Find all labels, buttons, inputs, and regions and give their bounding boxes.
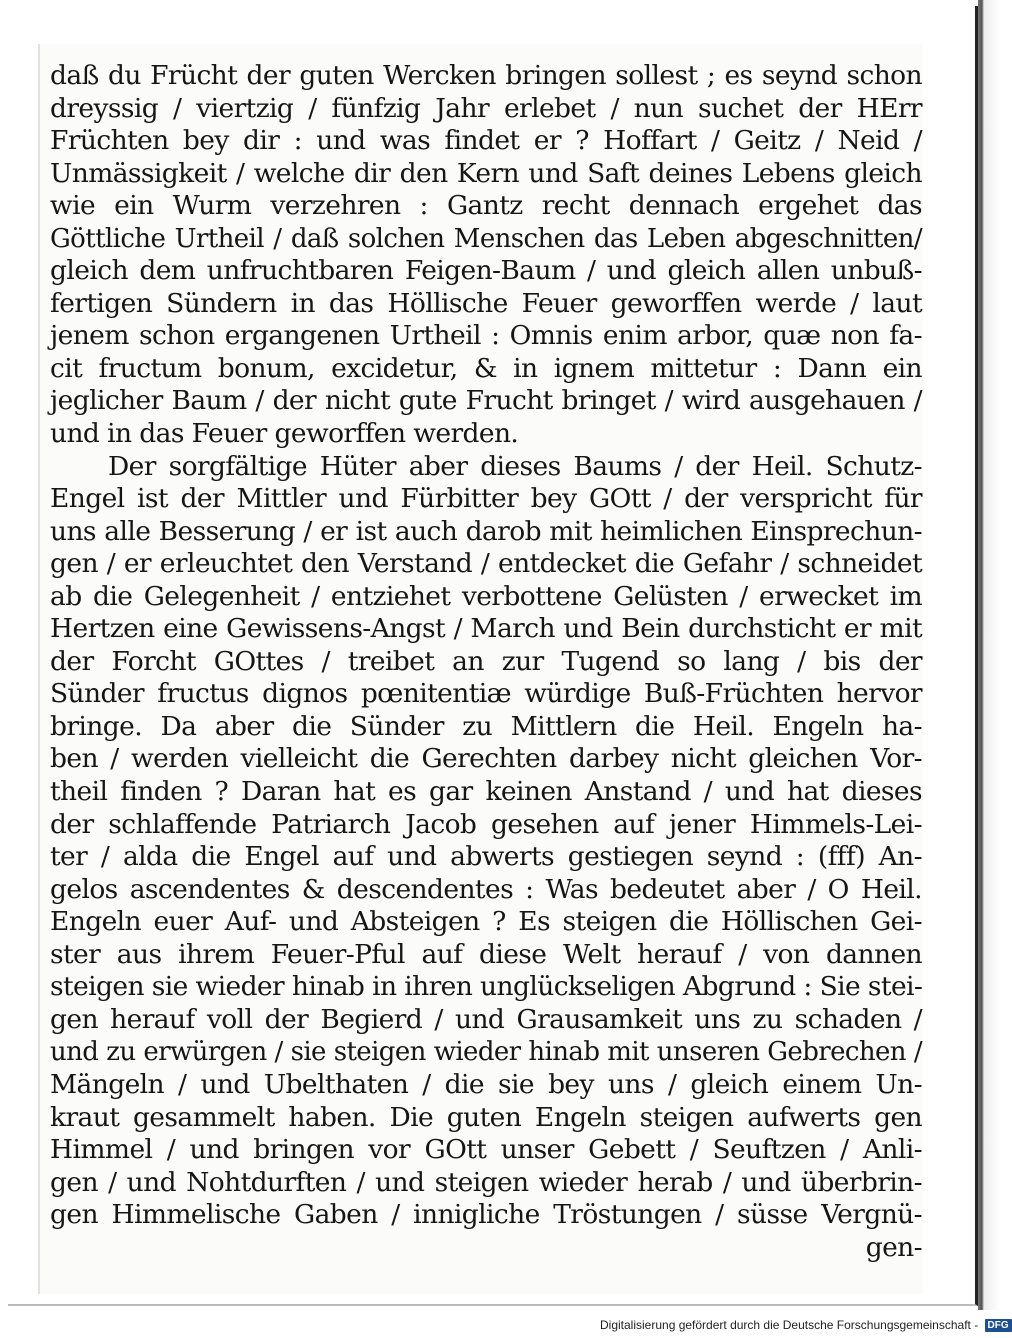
dfg-logo: DFG [985, 1319, 1012, 1332]
text-line: jenem schon ergangenen Urtheil : Omnis enim arbor, quæ non fa- [50, 320, 922, 352]
footer-credit: Digitalisierung gefördert durch die Deutsche Forschungsgemeinschaft - [600, 1318, 979, 1332]
text-line: wie ein Wurm verzehren : Gantz recht dennach ergehet das [50, 190, 922, 222]
text-line: Engel ist der Mittler und Fürbitter bey GOtt / der verspricht für [50, 483, 922, 515]
text-line: daß du Frücht der guten Wercken bringen sollest ; es seynd schon [50, 60, 922, 91]
text-line: Unmässigkeit / welche dir den Kern und Saft deines Lebens gleich [50, 157, 922, 189]
text-line: fertigen Sündern in das Höllische Feuer geworffen werde / laut [50, 287, 922, 319]
text-line: Früchten bey dir : und was findet er ? Hoffart / Geitz / Neid / [50, 125, 922, 157]
text-line: uns alle Besserung / er ist auch darob mit heimlichen Einsprechun- [50, 515, 922, 547]
text-line: theil finden ? Daran hat es gar keinen Anstand / und hat dieses [50, 776, 922, 808]
text-line: kraut gesammelt haben. Die guten Engeln steigen aufwerts gen [50, 1101, 922, 1133]
text-line: der Forcht GOttes / treibet an zur Tugend so lang / bis der [50, 645, 922, 677]
text-line: Engeln euer Auf- und Absteigen ? Es steigen die Höllischen Gei- [50, 906, 922, 938]
paragraph-start-line: Der sorgfältige Hüter aber dieses Baums / der Heil. Schutz- [108, 450, 922, 482]
text-line: Sünder fructus dignos pœnitentiæ würdige Buß-Früchten hervor [50, 678, 922, 710]
text-line: gleich dem unfruchtbaren Feigen-Baum / und gleich allen unbuß- [50, 255, 922, 287]
text-line: der schlaffende Patriarch Jacob gesehen auf jener Himmels-Lei- [50, 808, 922, 840]
text-line: gen / und Nohtdurften / und steigen wieder herab / und überbrin- [50, 1166, 922, 1198]
text-line: bringe. Da aber die Sünder zu Mittlern die Heil. Engeln ha- [50, 710, 922, 742]
text-line: ben / werden vielleicht die Gerechten darbey nicht gleichen Vor- [50, 743, 922, 775]
text-line: gen Himmelische Gaben / innigliche Tröstungen / süsse Vergnü- [50, 1199, 922, 1231]
text-line: ter / alda die Engel auf und abwerts gestiegen seynd : (fff) An- [50, 841, 922, 873]
body-text [50, 60, 922, 1264]
text-line: Hertzen eine Gewissens-Angst / March und Bein durchsticht er mit [50, 613, 922, 645]
digitization-footer [600, 1318, 1009, 1336]
text-line: dreyssig / viertzig / fünfzig Jahr erlebet / nun suchet der HErr [50, 92, 922, 124]
text-line: gelos ascendentes & descendentes : Was bedeutet aber / O Heil. [50, 873, 922, 905]
paragraph-end-line: und in das Feuer geworffen werden. [50, 418, 519, 450]
text-line: jeglicher Baum / der nicht gute Frucht bringet / wird ausgehauen / [50, 385, 922, 417]
text-line: steigen sie wieder hinab in ihren unglückseligen Abgrund : Sie stei- [50, 971, 923, 1003]
text-line: gen herauf voll der Begierd / und Grausamkeit uns zu schaden / [50, 1003, 922, 1035]
page-edge-shadow [978, 0, 1000, 1310]
text-line: ster aus ihrem Feuer-Pful auf diese Welt herauf / von dannen [50, 938, 922, 970]
book-page [38, 44, 923, 1294]
text-line: Göttliche Urtheil / daß solchen Menschen das Leben abgeschnitten/ [50, 223, 922, 254]
text-line: ab die Gelegenheit / entziehet verbottene Gelüsten / erwecket im [50, 580, 922, 612]
text-line: Himmel / und bringen vor GOtt unser Gebett / Seuftzen / Anli- [50, 1134, 922, 1166]
text-line: Mängeln / und Ubelthaten / die sie bey uns / gleich einem Un- [50, 1068, 922, 1100]
text-line: gen / er erleuchtet den Verstand / entdecket die Gefahr / schneidet [50, 548, 922, 580]
text-line: und zu erwürgen / sie steigen wieder hinab mit unseren Gebrechen / [50, 1037, 922, 1068]
catchword: gen- [865, 1231, 922, 1263]
text-line: cit fructum bonum, excidetur, & in ignem mittetur : Dann ein [50, 352, 922, 384]
